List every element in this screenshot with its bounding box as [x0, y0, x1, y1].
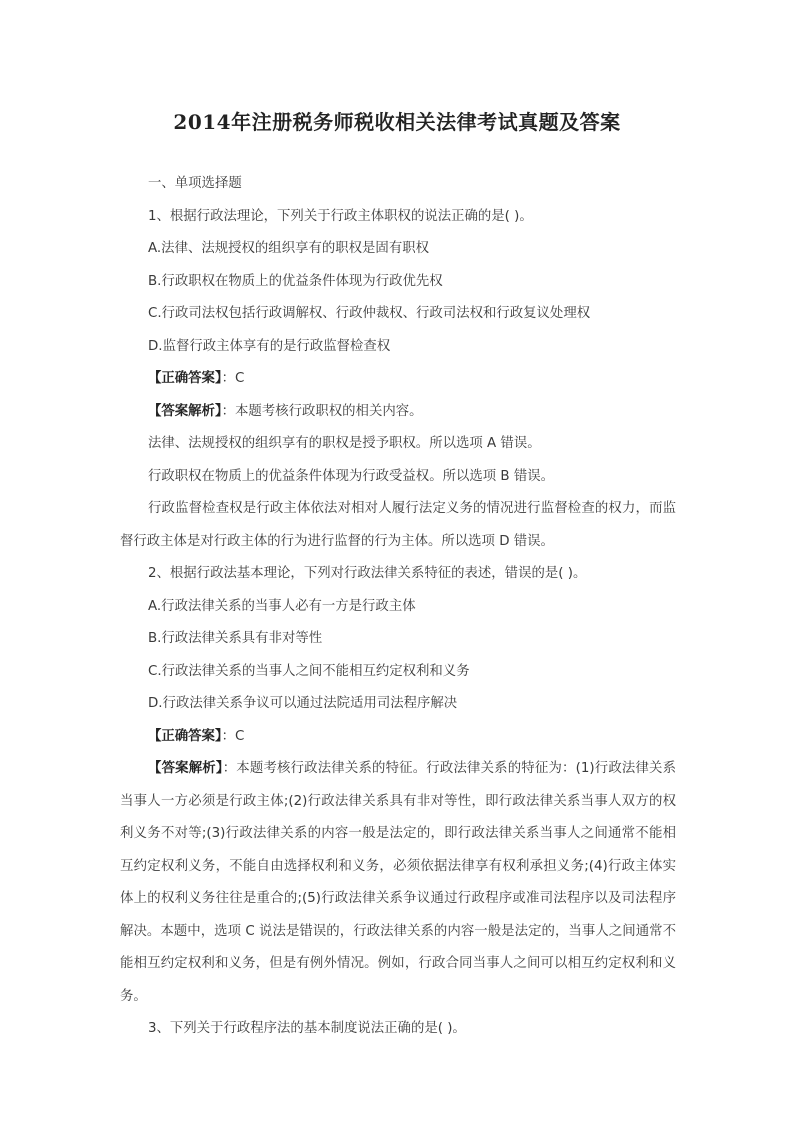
q1-analysis-line-3: 行政监督检查权是行政主体依法对相对人履行法定义务的情况进行监督检查的权力，而监督行政主体是对行政主体的行为进行监督的行为主体。所以选项 D 错误。: [120, 501, 676, 549]
q2-option-c: C.行政法律关系的当事人之间不能相互约定权利和义务: [148, 663, 470, 679]
question-2: 2、根据行政法基本理论，下列对行政法律关系特征的表述，错误的是( )。: [148, 566, 587, 581]
q2-analysis-label: 【答案解析】: [148, 761, 223, 776]
q1-analysis-intro: ：本题考核行政职权的相关内容。: [221, 403, 423, 419]
q2-answer: [120, 721, 676, 754]
q2-answer-label: 【正确答案】: [148, 728, 222, 744]
q2-analysis: [120, 753, 676, 1013]
q1-analysis: [120, 396, 676, 429]
q2-option-b: B.行政法律关系具有非对等性: [148, 631, 323, 646]
q2-analysis-text: ：本题考核行政法律关系的特征。行政法律关系的特征为：(1)行政法律关系当事人一方必须是行政主体;(2)行政法律关系具有非对等性，即行政法律关系当事人双方的权利义务不对等;(3)行政法律关系的内容一般是法定的，即行政法律关系当事人之间通常不能相互约定权利义务，不能自由选择权利和义务，必须依据法律享有权利承担义务;(4)行政主体实体上的权利义务往往是重合的;(5)行政法律关系争议通过行政程序或准司法程序以及司法程序解决。本题中，选项 C 说法是错误的，行政法律关系的内容一般是法定的，当事人之间通常不能相互约定权利和义务，但是有例外情况。例如，行政合同当事人之间可以相互约定权利和义务。: [120, 761, 676, 1004]
q1-option-a: A.法律、法规授权的组织享有的职权是固有职权: [148, 241, 429, 256]
q1-analysis-line-1: 法律、法规授权的组织享有的职权是授予职权。所以选项 A 错误。: [148, 436, 541, 451]
q2-option-a: A.行政法律关系的当事人必有一方是行政主体: [148, 598, 416, 614]
question-1: 1、根据行政法理论，下列关于行政主体职权的说法正确的是( )。: [148, 208, 533, 224]
q1-analysis-label: 【答案解析】: [148, 403, 222, 419]
q2-answer-value: ：C: [221, 728, 245, 744]
question-3: 3、下列关于行政程序法的基本制度说法正确的是( )。: [148, 1021, 466, 1036]
section-heading: 一、单项选择题: [148, 176, 242, 191]
q1-option-d: D.监督行政主体享有的是行政监督检查权: [148, 338, 391, 354]
document-body: [120, 168, 676, 1046]
document-title: 2014年注册税务师税收相关法律考试真题及答案: [173, 110, 621, 134]
q1-analysis-line-2: 行政职权在物质上的优益条件体现为行政受益权。所以选项 B 错误。: [148, 468, 555, 484]
q2-option-d: D.行政法律关系争议可以通过法院适用司法程序解决: [148, 696, 458, 711]
q1-option-b: B.行政职权在物质上的优益条件体现为行政优先权: [148, 273, 443, 289]
q1-answer-label: 【正确答案】: [148, 371, 222, 386]
q1-answer: [120, 363, 676, 396]
q1-answer-value: ：C: [221, 371, 245, 386]
q1-option-c: C.行政司法权包括行政调解权、行政仲裁权、行政司法权和行政复议处理权: [148, 306, 591, 321]
